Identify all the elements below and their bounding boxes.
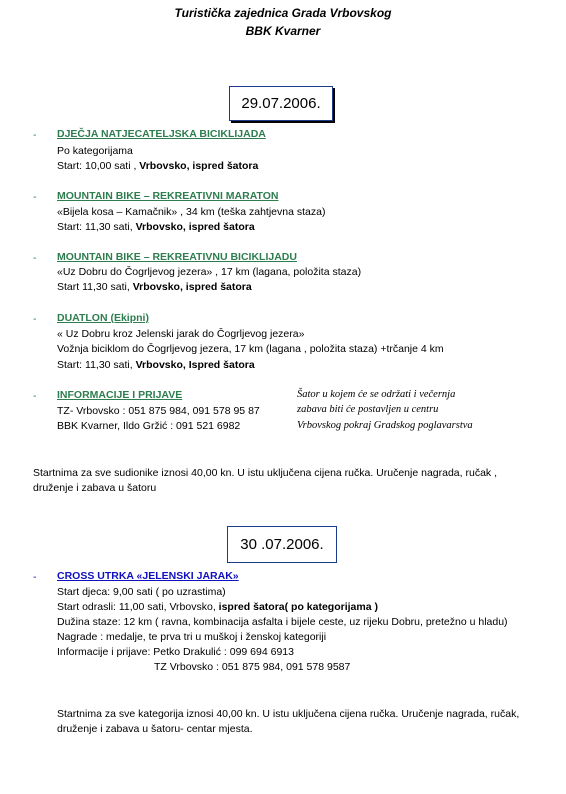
document-title: Turistička zajednica Grada Vrbovskog [174,6,392,20]
event-line: Dužina staze: 12 km ( ravna, kombinacija asfalta i bijele ceste, uz rijeku Dobru, pretežno u hladu) [57,616,508,628]
event-line: « Uz Dobru kroz Jelenski jarak do Čogrljevog jezera» [57,328,305,340]
day2-footer-text: Startnima za sve kategorija iznosi 40,00 kn. U istu uključena cijena ručka. Uručenje nagrada, ručak, [57,708,520,720]
document-subtitle: BBK Kvarner [245,24,321,38]
info-line: BBK Kvarner, Ildo Gržić : 091 521 6982 [57,420,241,432]
date-box-day2 [227,526,337,563]
event-line: «Uz Dobru do Čogrljevog jezera» , 17 km (lagana, položita staza) [57,266,362,278]
event-line: Nagrade : medalje, te prva tri u muškoj i ženskoj kategoriji [57,631,327,643]
event-title-mtb-marathon: MOUNTAIN BIKE – REKREATIVNI MARATON [57,190,279,202]
event-title-mtb-recreational: MOUNTAIN BIKE – REKREATIVNU BICIKLIJADU [57,251,297,263]
bullet: - [33,129,37,141]
event-line: Vožnja biciklom do Čogrljevog jezera, 17 km (lagana , položita staza) +trčanje 4 km [57,343,444,355]
tent-note: Šator u kojem će se održati i večernja [297,389,456,400]
tent-note: zabava biti će postavljen u centru [297,404,439,415]
event-line: Start 11,30 sati, Vrbovsko, ispred šatora [57,281,252,293]
event-line: Start djeca: 9,00 sati ( po uzrastima) [57,586,226,598]
event-line: TZ Vrbovsko : 051 875 984, 091 578 9587 [154,661,351,673]
info-title: INFORMACIJE I PRIJAVE [57,389,183,401]
tent-note: Vrbovskog pokraj Gradskog poglavarstva [297,420,473,431]
event-line: Informacije i prijave: Petko Drakulić : 099 694 6913 [57,646,294,658]
date-box-day1 [229,86,333,121]
event-line: Start odrasli: 11,00 sati, Vrbovsko, ispred šatora( po kategorijama ) [57,601,378,613]
event-title-cross-race: CROSS UTRKA «JELENSKI JARAK» [57,570,239,582]
event-line: «Bijela kosa – Kamačnik» , 34 km (teška zahtjevna staza) [57,206,326,218]
bullet: - [33,571,37,583]
bullet: - [33,390,37,402]
event-title-duathlon: DUATLON (Ekipni) [57,312,149,324]
date-day1: 29.07.2006. [241,95,321,112]
info-line: TZ- Vrbovsko : 051 875 984, 091 578 95 87 [57,405,260,417]
event-line: Start: 11,30 sati, Vrbovsko, ispred šatora [57,221,255,233]
bullet: - [33,191,37,203]
event-title-kids-race: DJEČJA NATJECATELJSKA BICIKLIJADA [57,128,266,140]
bullet: - [33,313,37,325]
event-line: Start: 11,30 sati, Vrbovsko, Ispred šatora [57,359,255,371]
day1-footer-text: Startnima za sve sudionike iznosi 40,00 kn. U istu uključena cijena ručka. Uručenje nagrada, ručak , [33,467,497,479]
day1-footer-text: druženje i zabava u šatoru [33,482,157,494]
event-line: Po kategorijama [57,145,133,157]
day2-footer-text: druženje i zabava u šatoru- centar mjesta. [57,723,253,735]
event-line: Start: 10,00 sati , Vrbovsko, ispred šatora [57,160,259,172]
date-day2: 30 .07.2006. [240,536,324,553]
bullet: - [33,252,37,264]
